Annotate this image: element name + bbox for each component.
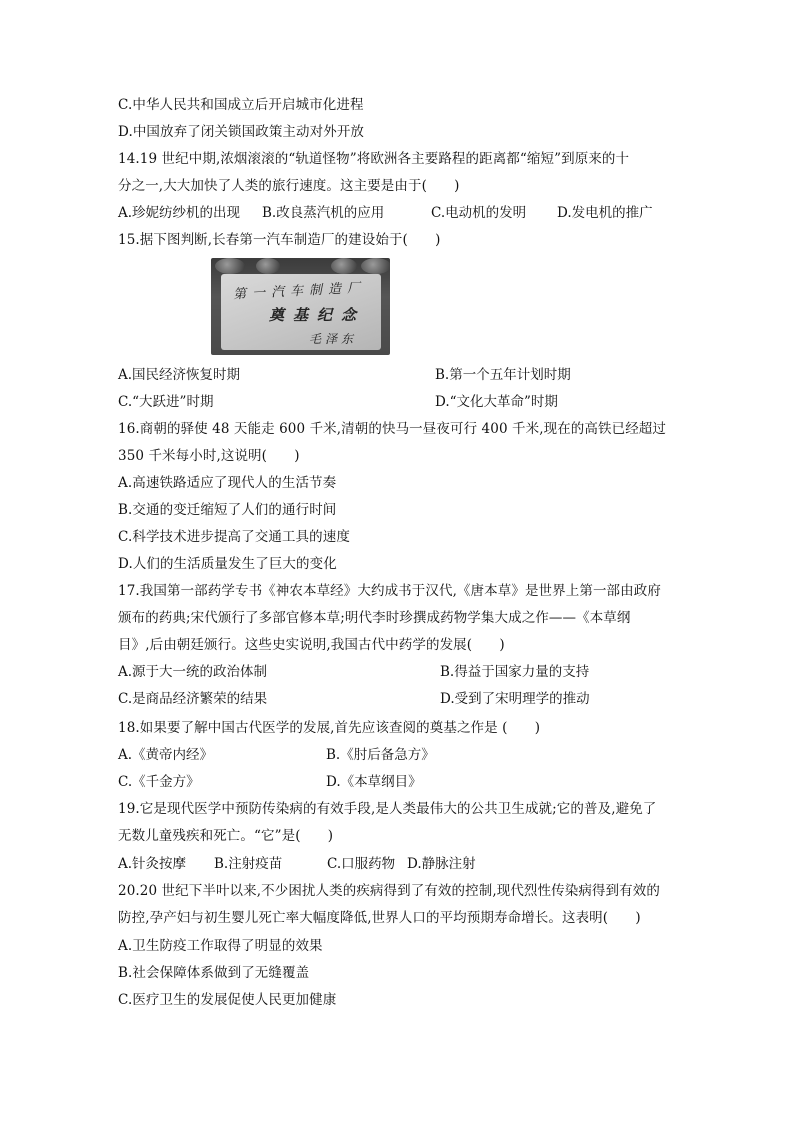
q16-stem-line1: 16.商朝的驿使 48 天能走 600 千米,清朝的快马一昼夜可行 400 千米,现在的高铁已经超过 xyxy=(118,421,667,437)
q19-option-b: B.注射疫苗 xyxy=(214,856,283,872)
q16-option-b: B.交通的变迁缩短了人们的通行时间 xyxy=(118,502,337,518)
q15-option-a: A.国民经济恢复时期 xyxy=(118,367,241,383)
q19-option-c: C.口服药物 xyxy=(327,856,396,872)
inscription-signature: 毛泽东 xyxy=(309,332,358,346)
q14-option-a: A.珍妮纺纱机的出现 xyxy=(118,205,241,221)
q17-option-c: C.是商品经济繁荣的结果 xyxy=(118,691,268,707)
q13-option-c: C.中华人民共和国成立后开启城市化进程 xyxy=(118,97,364,113)
inscription-line1: 第一汽车制造厂 xyxy=(232,280,367,303)
q19-option-a: A.针灸按摩 xyxy=(118,856,187,872)
q20-option-a: A.卫生防疫工作取得了明显的效果 xyxy=(118,938,323,954)
q17-stem-line3: 目》,后由朝廷颁行。这些史实说明,我国古代中药学的发展( ) xyxy=(118,637,505,653)
q20-option-c: C.医疗卫生的发展促使人民更加健康 xyxy=(118,992,337,1008)
q20-option-b: B.社会保障体系做到了无缝覆盖 xyxy=(118,965,310,981)
q16-option-a: A.高速铁路适应了现代人的生活节奏 xyxy=(118,475,337,491)
q18-option-b: B.《肘后备急方》 xyxy=(326,747,435,763)
q18-option-d: D.《本草纲目》 xyxy=(326,774,422,790)
q17-stem-line1: 17.我国第一部药学专书《神农本草经》大约成书于汉代,《唐本草》是世界上第一部由政府 xyxy=(118,583,661,599)
q17-option-b: B.得益于国家力量的支持 xyxy=(440,664,590,680)
inscription-photo xyxy=(211,258,390,355)
q16-stem-line2: 350 千米每小时,这说明( ) xyxy=(118,448,300,464)
q13-option-d: D.中国放弃了闭关锁国政策主动对外开放 xyxy=(118,124,365,140)
q18-option-a: A.《黄帝内经》 xyxy=(118,747,214,763)
q14-stem-line1: 14.19 世纪中期,浓烟滚滚的“轨道怪物”将欧洲各主要路程的距离都“缩短”到原来的十 xyxy=(118,151,630,167)
q16-option-c: C.科学技术进步提高了交通工具的速度 xyxy=(118,529,350,545)
inscription-line2: 奠基纪念 xyxy=(269,306,366,324)
q15-stem: 15.据下图判断,长春第一汽车制造厂的建设始于( ) xyxy=(118,232,441,248)
q20-stem-line2: 防控,孕产妇与初生婴儿死亡率大幅度降低,世界人口的平均预期寿命增长。这表明( ) xyxy=(118,910,641,926)
q14-option-b: B.改良蒸汽机的应用 xyxy=(262,205,385,221)
q17-option-a: A.源于大一统的政治体制 xyxy=(118,664,268,680)
q19-stem-line2: 无数儿童残疾和死亡。“它”是( ) xyxy=(118,828,334,844)
q19-stem-line1: 19.它是现代医学中预防传染病的有效手段,是人类最伟大的公共卫生成就;它的普及,避免了 xyxy=(118,801,657,817)
q19-option-d: D.静脉注射 xyxy=(407,856,476,872)
q14-stem-line2: 分之一,大大加快了人类的旅行速度。这主要是由于( ) xyxy=(118,178,460,194)
q18-option-c: C.《千金方》 xyxy=(118,774,200,790)
q20-stem-line1: 20.20 世纪下半叶以来,不少困扰人类的疾病得到了有效的控制,现代烈性传染病得到有效的 xyxy=(118,883,660,899)
q18-stem: 18.如果要了解中国古代医学的发展,首先应该查阅的奠基之作是 ( ) xyxy=(118,720,541,736)
q17-stem-line2: 颁布的药典;宋代颁行了多部官修本草;明代李时珍撰成药物学集大成之作——《本草纲 xyxy=(118,610,631,626)
q15-option-b: B.第一个五年计划时期 xyxy=(435,367,571,383)
q14-option-d: D.发电机的推广 xyxy=(557,205,653,221)
q14-option-c: C.电动机的发明 xyxy=(431,205,527,221)
q15-option-d: D.“文化大革命”时期 xyxy=(435,394,558,410)
q16-option-d: D.人们的生活质量发生了巨大的变化 xyxy=(118,556,337,572)
q15-option-c: C.“大跃进”时期 xyxy=(118,394,214,410)
q17-option-d: D.受到了宋明理学的推动 xyxy=(440,691,590,707)
